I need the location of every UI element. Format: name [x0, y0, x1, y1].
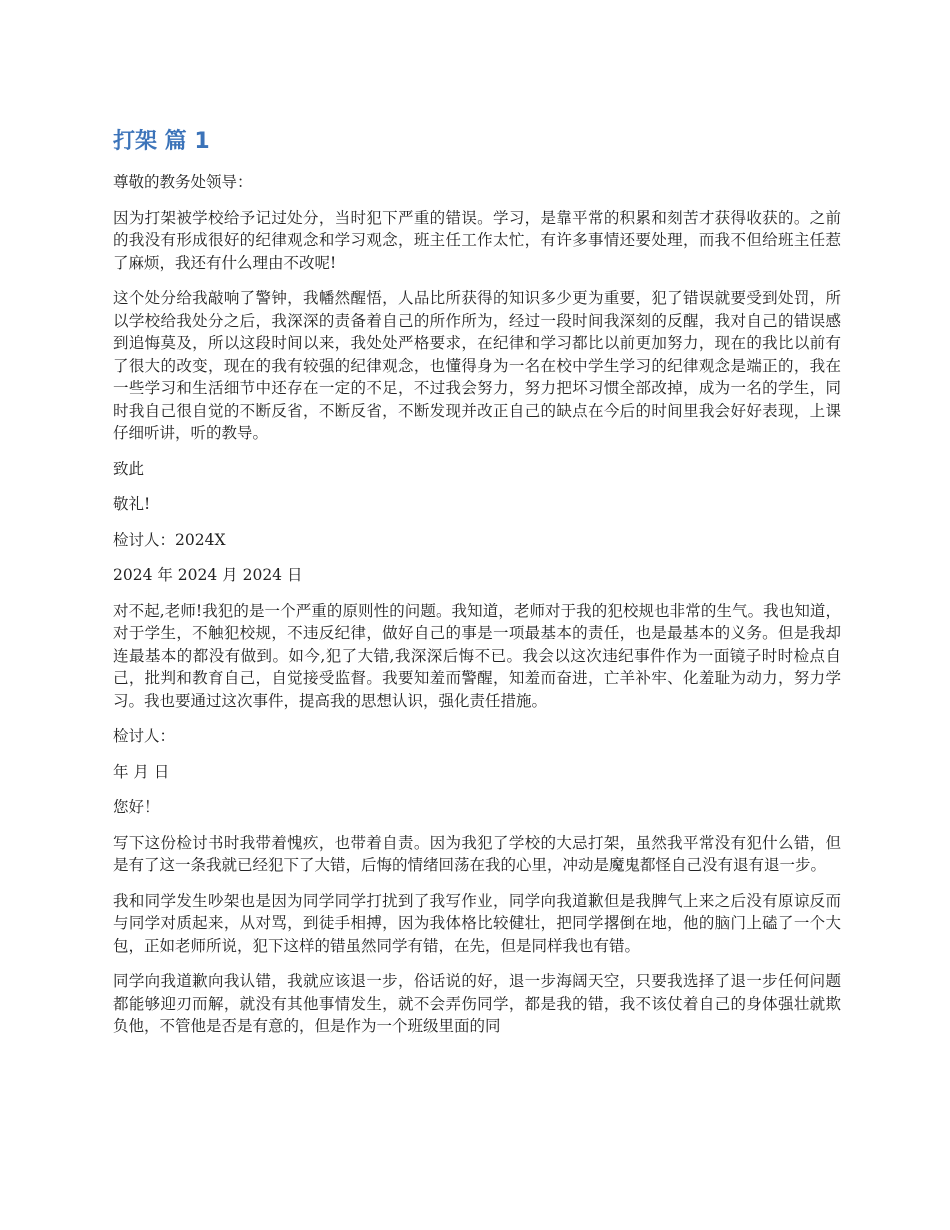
document-page — [113, 127, 841, 1051]
signature-line: 检讨人： — [113, 727, 176, 745]
salutation: 尊敬的教务处领导： — [113, 173, 253, 191]
date-line: 年 月 日 — [113, 762, 170, 781]
closing-line: 致此 — [113, 459, 145, 478]
body-paragraph: 对不起,老师!我犯的是一个严重的原则性的问题。我知道，老师对于我的犯校规也非常的生气。我也知道，对于学生，不触犯校规，不违反纪律，做好自己的事是一项最基本的责任，也是最基本的义务。但是我却连最基本的都没有做到。如今,犯了大错,我深深后悔不已。我会以这次违纪事件作为一面镜子时时检点自己，批判和教育自己，自觉接受监督。我要知羞而警醒，知羞而奋进，亡羊补牢、化羞耻为动力，努力学习。我也要通过这次事件，提高我的思想认识，强化责任措施。 — [113, 601, 841, 710]
body-paragraph: 因为打架被学校给予记过处分，当时犯下严重的错误。学习，是靠平常的积累和刻苦才获得收获的。之前的我没有形成很好的纪律观念和学习观念，班主任工作太忙，有许多事情还要处理，而我不但给班主任惹了麻烦，我还有什么理由不改呢! — [113, 208, 841, 272]
body-paragraph: 同学向我道歉向我认错，我就应该退一步，俗话说的好，退一步海阔天空，只要我选择了退一步任何问题都能够迎刃而解，就没有其他事情发生，就不会弄伤同学，都是我的错，我不该仗着自己的身体强壮就欺负他，不管他是否是有意的，但是作为一个班级里面的同 — [113, 972, 841, 1035]
body-paragraph: 我和同学发生吵架也是因为同学同学打扰到了我写作业，同学向我道歉但是我脾气上来之后没有原谅反而与同学对质起来，从对骂，到徒手相搏，因为我体格比较健壮，把同学撂倒在地，他的脑门上磕了一个大包，正如老师所说，犯下这样的错虽然同学有错，在先，但是同样我也有错。 — [113, 891, 841, 955]
signature-line: 检讨人：2024X — [113, 530, 226, 549]
body-paragraph: 写下这份检讨书时我带着愧疚，也带着自责。因为我犯了学校的大忌打架，虽然我平常没有犯什么错，但是有了这一条我就已经犯下了大错，后悔的情绪回荡在我的心里，冲动是魔鬼都怪自己没有退有退一步。 — [113, 833, 841, 874]
date-line: 2024 年 2024 月 2024 日 — [113, 566, 303, 584]
greeting: 您好！ — [113, 798, 160, 816]
document-title: 打架 篇 1 — [113, 129, 210, 154]
body-paragraph: 这个处分给我敲响了警钟，我幡然醒悟，人品比所获得的知识多少更为重要，犯了错误就要受到处罚，所以学校给我处分之后，我深深的责备着自己的所作所为，经过一段时间我深刻的反醒，我对自己的错误感到追悔莫及，所以这段时间以来，我处处严格要求，在纪律和学习都比以前更加努力，现在的我比以前有了很大的改变，现在的我有较强的纪律观念，也懂得身为一名在校中学生学习的纪律观念是端正的，我在一些学习和生活细节中还存在一定的不足，不过我会努力，努力把坏习惯全部改掉，成为一名的学生，同时我自己很自觉的不断反省，不断反省，不断发现并改正自己的缺点在今后的时间里我会好好表现，上课仔细听讲，听的教导。 — [113, 289, 841, 442]
closing-salute: 敬礼! — [113, 495, 151, 513]
